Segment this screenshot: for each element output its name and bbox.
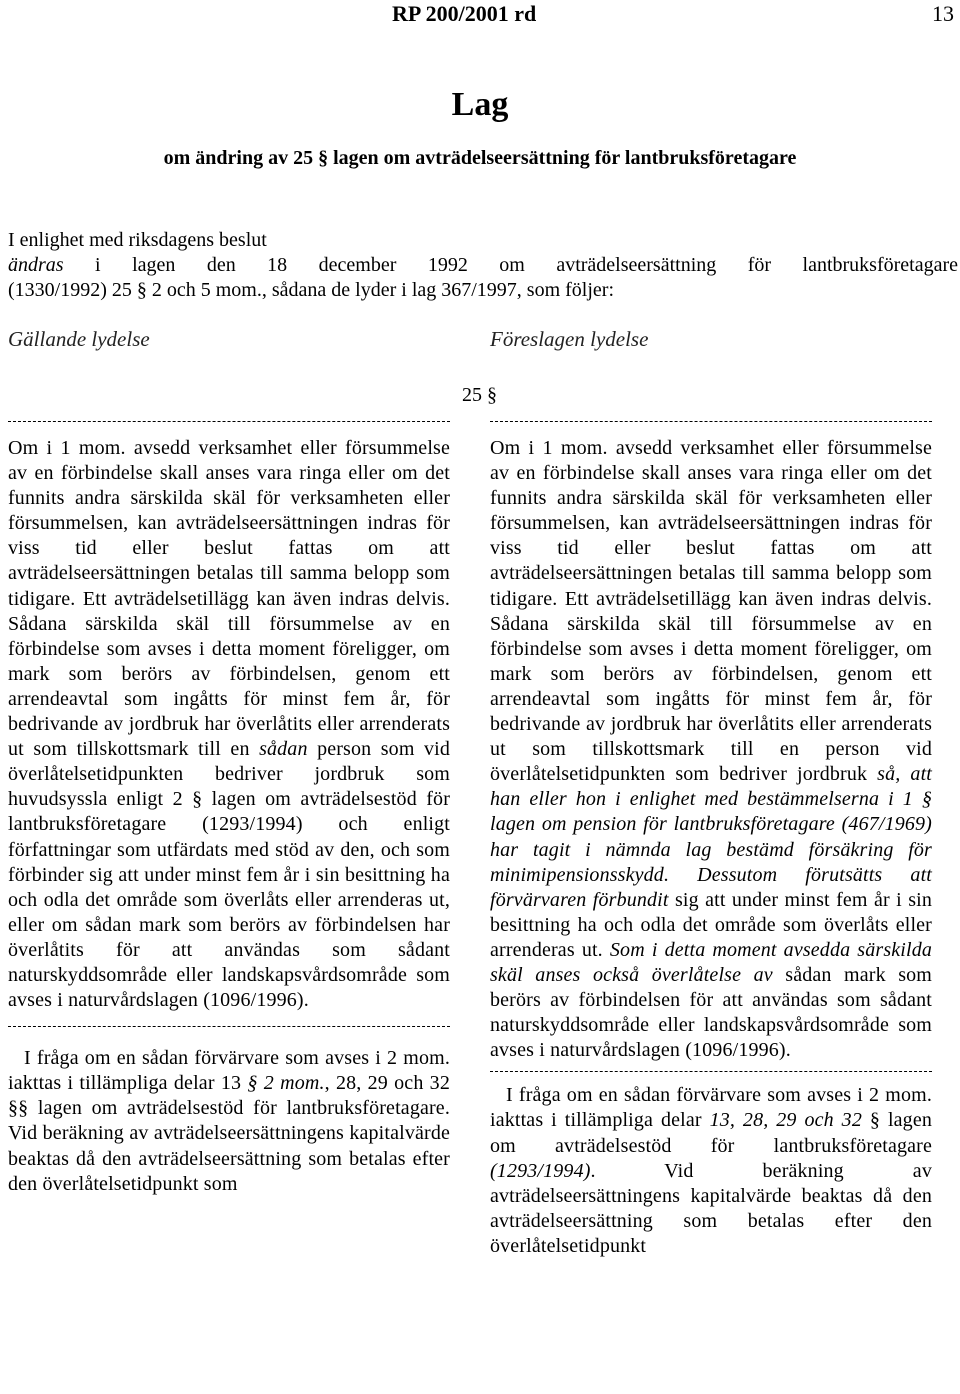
amend-keyword: ändras [8,254,64,276]
omission-line-left [8,421,450,422]
current-paragraph-2: Om i 1 mom. avsedd verksamhet eller försummelse av en förbindelse skall anses vara ringa eller om det funnits andra särskilda skäl för verksamheten eller försummelsen, kan avträdelseersättningen indras för viss tid eller beslut fattas om att avträdelseersättningen betalas till samma belopp som tidigare. Ett avträdelsetillägg kan även indras delvis. Sådana särskilda skäl till försummelse av en förbindelse som avses i detta moment föreligger, om mark som berörs av förbindelsen, genom ett arrendeavtal som ingåtts för minst fem år, för bedrivande av jordbruk har överlåtits eller arrenderats ut som tillskottsmark till en sådan person som vid överlåtelsetidpunkten bedriver jordbruk som huvudsyssla enligt 2 § lagen om avträdelsestöd för lantbruksföretagare (1293/1994) och enligt författningar som utfärdats med stöd av den, och som förbinder sig att under minst fem år i sin besittning ha och odla det område som överlåts eller arrenderas ut, eller om sådan mark som berörs av förbindelsen har överlåtits för att användas som sådant naturskyddsområde eller landskapsvårdsområde som avses i naturvårdslagen (1096/1996). [8,437,451,1012]
page-number: 13 [932,1,954,26]
omission-line-right [490,421,932,422]
omission-separator [8,1013,450,1046]
proposed-paragraph-2: Om i 1 mom. avsedd verksamhet eller försummelse av en förbindelse skall anses vara ringa eller om det funnits andra särskilda skäl för verksamheten eller försummelsen, kan avträdelseersättningen indras för viss tid eller beslut fattas om att avträdelseersättningen betalas till samma belopp som tidigare. Ett avträdelsetillägg kan även indras delvis. Sådana särskilda skäl till försummelse av en förbindelse som avses i detta moment föreligger, om mark som berörs av förbindelsen, genom ett arrendeavtal som ingåtts för minst fem år, för bedrivande av jordbruk har överlåtits eller arrenderats ut som tillskottsmark till en person vid överlåtelsetidpunkten som bedriver jordbruk så, att han eller hon i enlighet med bestämmelserna i 1 § lagen om pension för lantbruksföretagare (467/1969) har tagit i nämnda lag bestämd försäkring för minimipensionsskydd. Dessutom förutsätts att förvärvaren förbundit sig att under minst fem år i sin besittning ha och odla det område som överlåts eller arrenderas ut. Som i detta moment avsedda särskilda skäl anses också överlåtelse av sådan mark som berörs av förbindelsen för att användas som sådant naturskyddsområde eller landskapsvårdsområde som avses i naturvårdslagen (1096/1996). [490,437,932,1062]
intro-line-3: (1330/1992) 25 § 2 och 5 mom., sådana de lyder i lag 367/1997, som följer: [8,279,615,301]
proposed-wording-heading: Föreslagen lydelse [490,327,649,351]
section-number: 25 § [462,384,497,406]
omission-line [8,1026,450,1027]
current-wording-column [8,436,450,1197]
current-wording-heading: Gällande lydelse [8,327,150,351]
intro-line-1: I enlighet med riksdagens beslut [8,229,267,251]
proposed-wording-column [490,436,932,1259]
omission-line [490,1071,932,1072]
law-subtitle: om ändring av 25 § lagen om avträdelseersättning för lantbruksföretagare [163,147,797,169]
proposed-paragraph-5: I fråga om en sådan förvärvare som avses i 2 mom. iakttas i tillämpliga delar 13, 28, 29 och 32 § lagen om avträdelsestöd för lantbruksföretagare (1293/1994). Vid beräkning av avträdelseersättningens kapitalvärde beaktas då den avträdelseersättning som betalas efter den överlåtelsetidpunkt [490,1084,933,1257]
intro-line-2: ändras i lagen den 18 december 1992 om avträdelseersättning för lantbruksföretagare [8,254,958,276]
current-paragraph-5: I fråga om en sådan förvärvare som avses i 2 mom. iakttas i tillämpliga delar 13 § 2 mom., 28, 29 och 32 §§ lagen om avträdelsestöd för lantbruksföretagare. Vid beräkning av avträdelseersättningens kapitalvärde beaktas då den avträdelseersättning som betalas efter den överlåtelsetidpunkt som [8,1047,450,1195]
enactment-clause [8,228,958,303]
omission-separator [490,1063,932,1083]
document-reference: RP 200/2001 rd [392,1,537,26]
law-title: Lag [451,86,509,123]
